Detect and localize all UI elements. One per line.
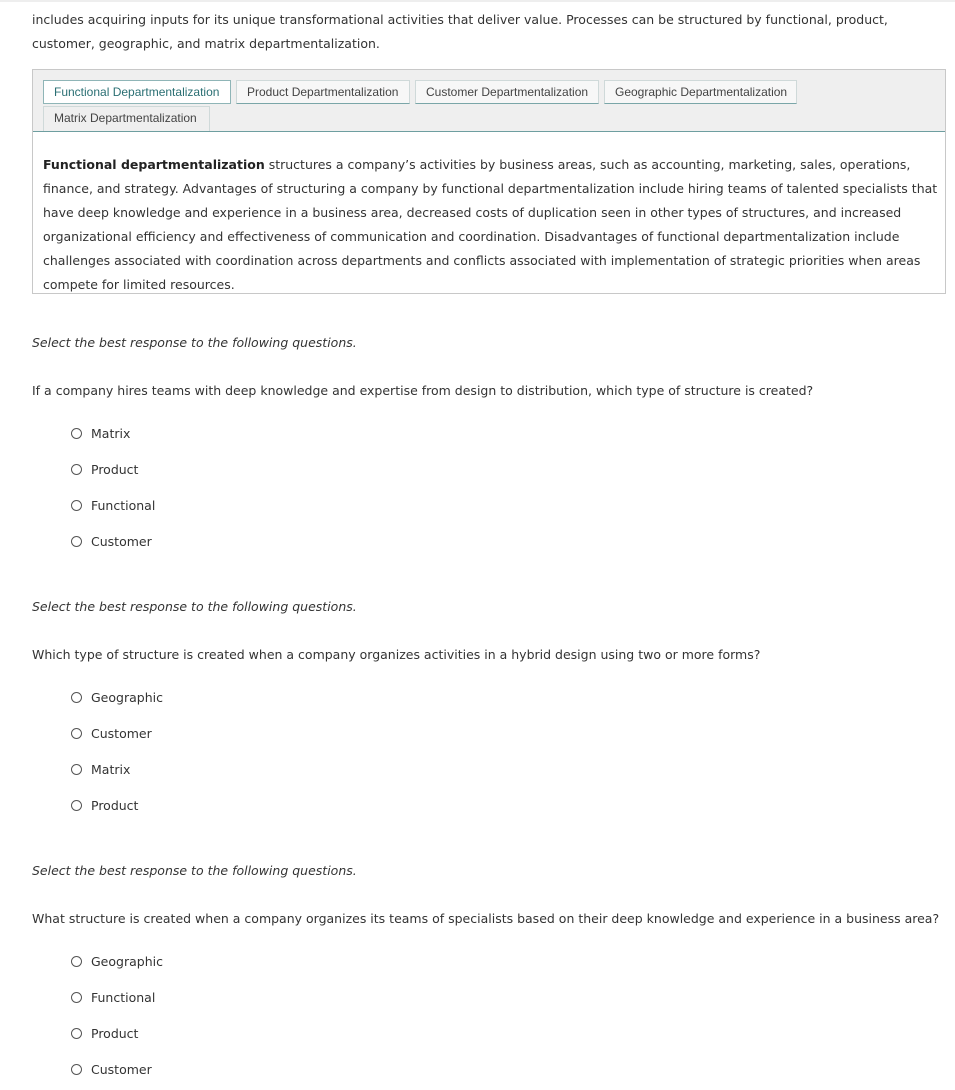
question-1-prompt: If a company hires teams with deep knowledge and expertise from design to distribution, which type of structure is created? xyxy=(32,383,814,398)
radio-button[interactable] xyxy=(71,800,82,811)
question-2-option-geographic[interactable] xyxy=(71,689,163,705)
radio-button[interactable] xyxy=(71,956,82,967)
question-3-prompt: What structure is created when a company organizes its teams of specialists based on their deep knowledge and experience in a business area? xyxy=(32,911,940,926)
tab-content xyxy=(43,153,941,297)
top-divider xyxy=(0,0,955,2)
tab-matrix-departmentalization[interactable]: Matrix Departmentalization xyxy=(43,106,210,131)
tab-functional-departmentalization[interactable]: Functional Departmentalization xyxy=(43,80,231,104)
option-label: Product xyxy=(91,1025,139,1041)
option-label: Customer xyxy=(91,1061,152,1077)
departmentalization-tab-panel xyxy=(32,69,946,294)
option-label: Functional xyxy=(91,989,156,1005)
radio-button[interactable] xyxy=(71,728,82,739)
question-1-option-customer[interactable] xyxy=(71,533,152,549)
tab-product-departmentalization[interactable]: Product Departmentalization xyxy=(236,80,410,104)
option-label: Matrix xyxy=(91,761,131,777)
question-1-instruction: Select the best response to the following questions. xyxy=(32,335,357,350)
radio-button[interactable] xyxy=(71,764,82,775)
question-3-option-geographic[interactable] xyxy=(71,953,163,969)
radio-button[interactable] xyxy=(71,1028,82,1039)
option-label: Geographic xyxy=(91,689,163,705)
radio-button[interactable] xyxy=(71,536,82,547)
option-label: Product xyxy=(91,797,139,813)
question-3-instruction: Select the best response to the following questions. xyxy=(32,863,357,878)
question-2-option-customer[interactable] xyxy=(71,725,152,741)
tab-content-text: structures a company’s activities by business areas, such as accounting, marketing, sales, operations, finance, and strategy. Advantages of structuring a company by functional departmentalization include hiring teams of talented specialists that have deep knowledge and experience in a business area, decreased costs of duplication seen in other types of structures, and increased organizational efficiency and effectiveness of communication and coordination. Disadvantages of functional departmentalization include challenges associated with coordination across departments and conflicts associated with implementation of strategic priorities when areas compete for limited resources. xyxy=(43,157,938,292)
option-label: Customer xyxy=(91,533,152,549)
question-1-option-matrix[interactable] xyxy=(71,425,130,441)
radio-button[interactable] xyxy=(71,428,82,439)
question-2-prompt: Which type of structure is created when a company organizes activities in a hybrid design using two or more forms? xyxy=(32,647,761,662)
radio-button[interactable] xyxy=(71,692,82,703)
radio-button[interactable] xyxy=(71,1064,82,1075)
tab-customer-departmentalization[interactable]: Customer Departmentalization xyxy=(415,80,599,104)
question-3-option-functional[interactable] xyxy=(71,989,155,1005)
question-3-option-product[interactable] xyxy=(71,1025,138,1041)
tab-content-term: Functional departmentalization xyxy=(43,157,265,172)
tab-geographic-departmentalization[interactable]: Geographic Departmentalization xyxy=(604,80,797,104)
option-label: Product xyxy=(91,461,139,477)
tab-strip xyxy=(33,70,945,132)
question-1-option-functional[interactable] xyxy=(71,497,155,513)
intro-paragraph: includes acquiring inputs for its unique transformational activities that deliver value. Processes can be structured by functional, product, customer, geographic, and matrix departmentalization. xyxy=(32,12,888,51)
question-2-option-product[interactable] xyxy=(71,797,138,813)
question-1-option-product[interactable] xyxy=(71,461,138,477)
question-2-option-matrix[interactable] xyxy=(71,761,130,777)
question-3-option-customer[interactable] xyxy=(71,1061,152,1077)
radio-button[interactable] xyxy=(71,464,82,475)
radio-button[interactable] xyxy=(71,500,82,511)
option-label: Matrix xyxy=(91,425,131,441)
option-label: Functional xyxy=(91,497,156,513)
radio-button[interactable] xyxy=(71,992,82,1003)
option-label: Geographic xyxy=(91,953,163,969)
option-label: Customer xyxy=(91,725,152,741)
question-2-instruction: Select the best response to the following questions. xyxy=(32,599,357,614)
